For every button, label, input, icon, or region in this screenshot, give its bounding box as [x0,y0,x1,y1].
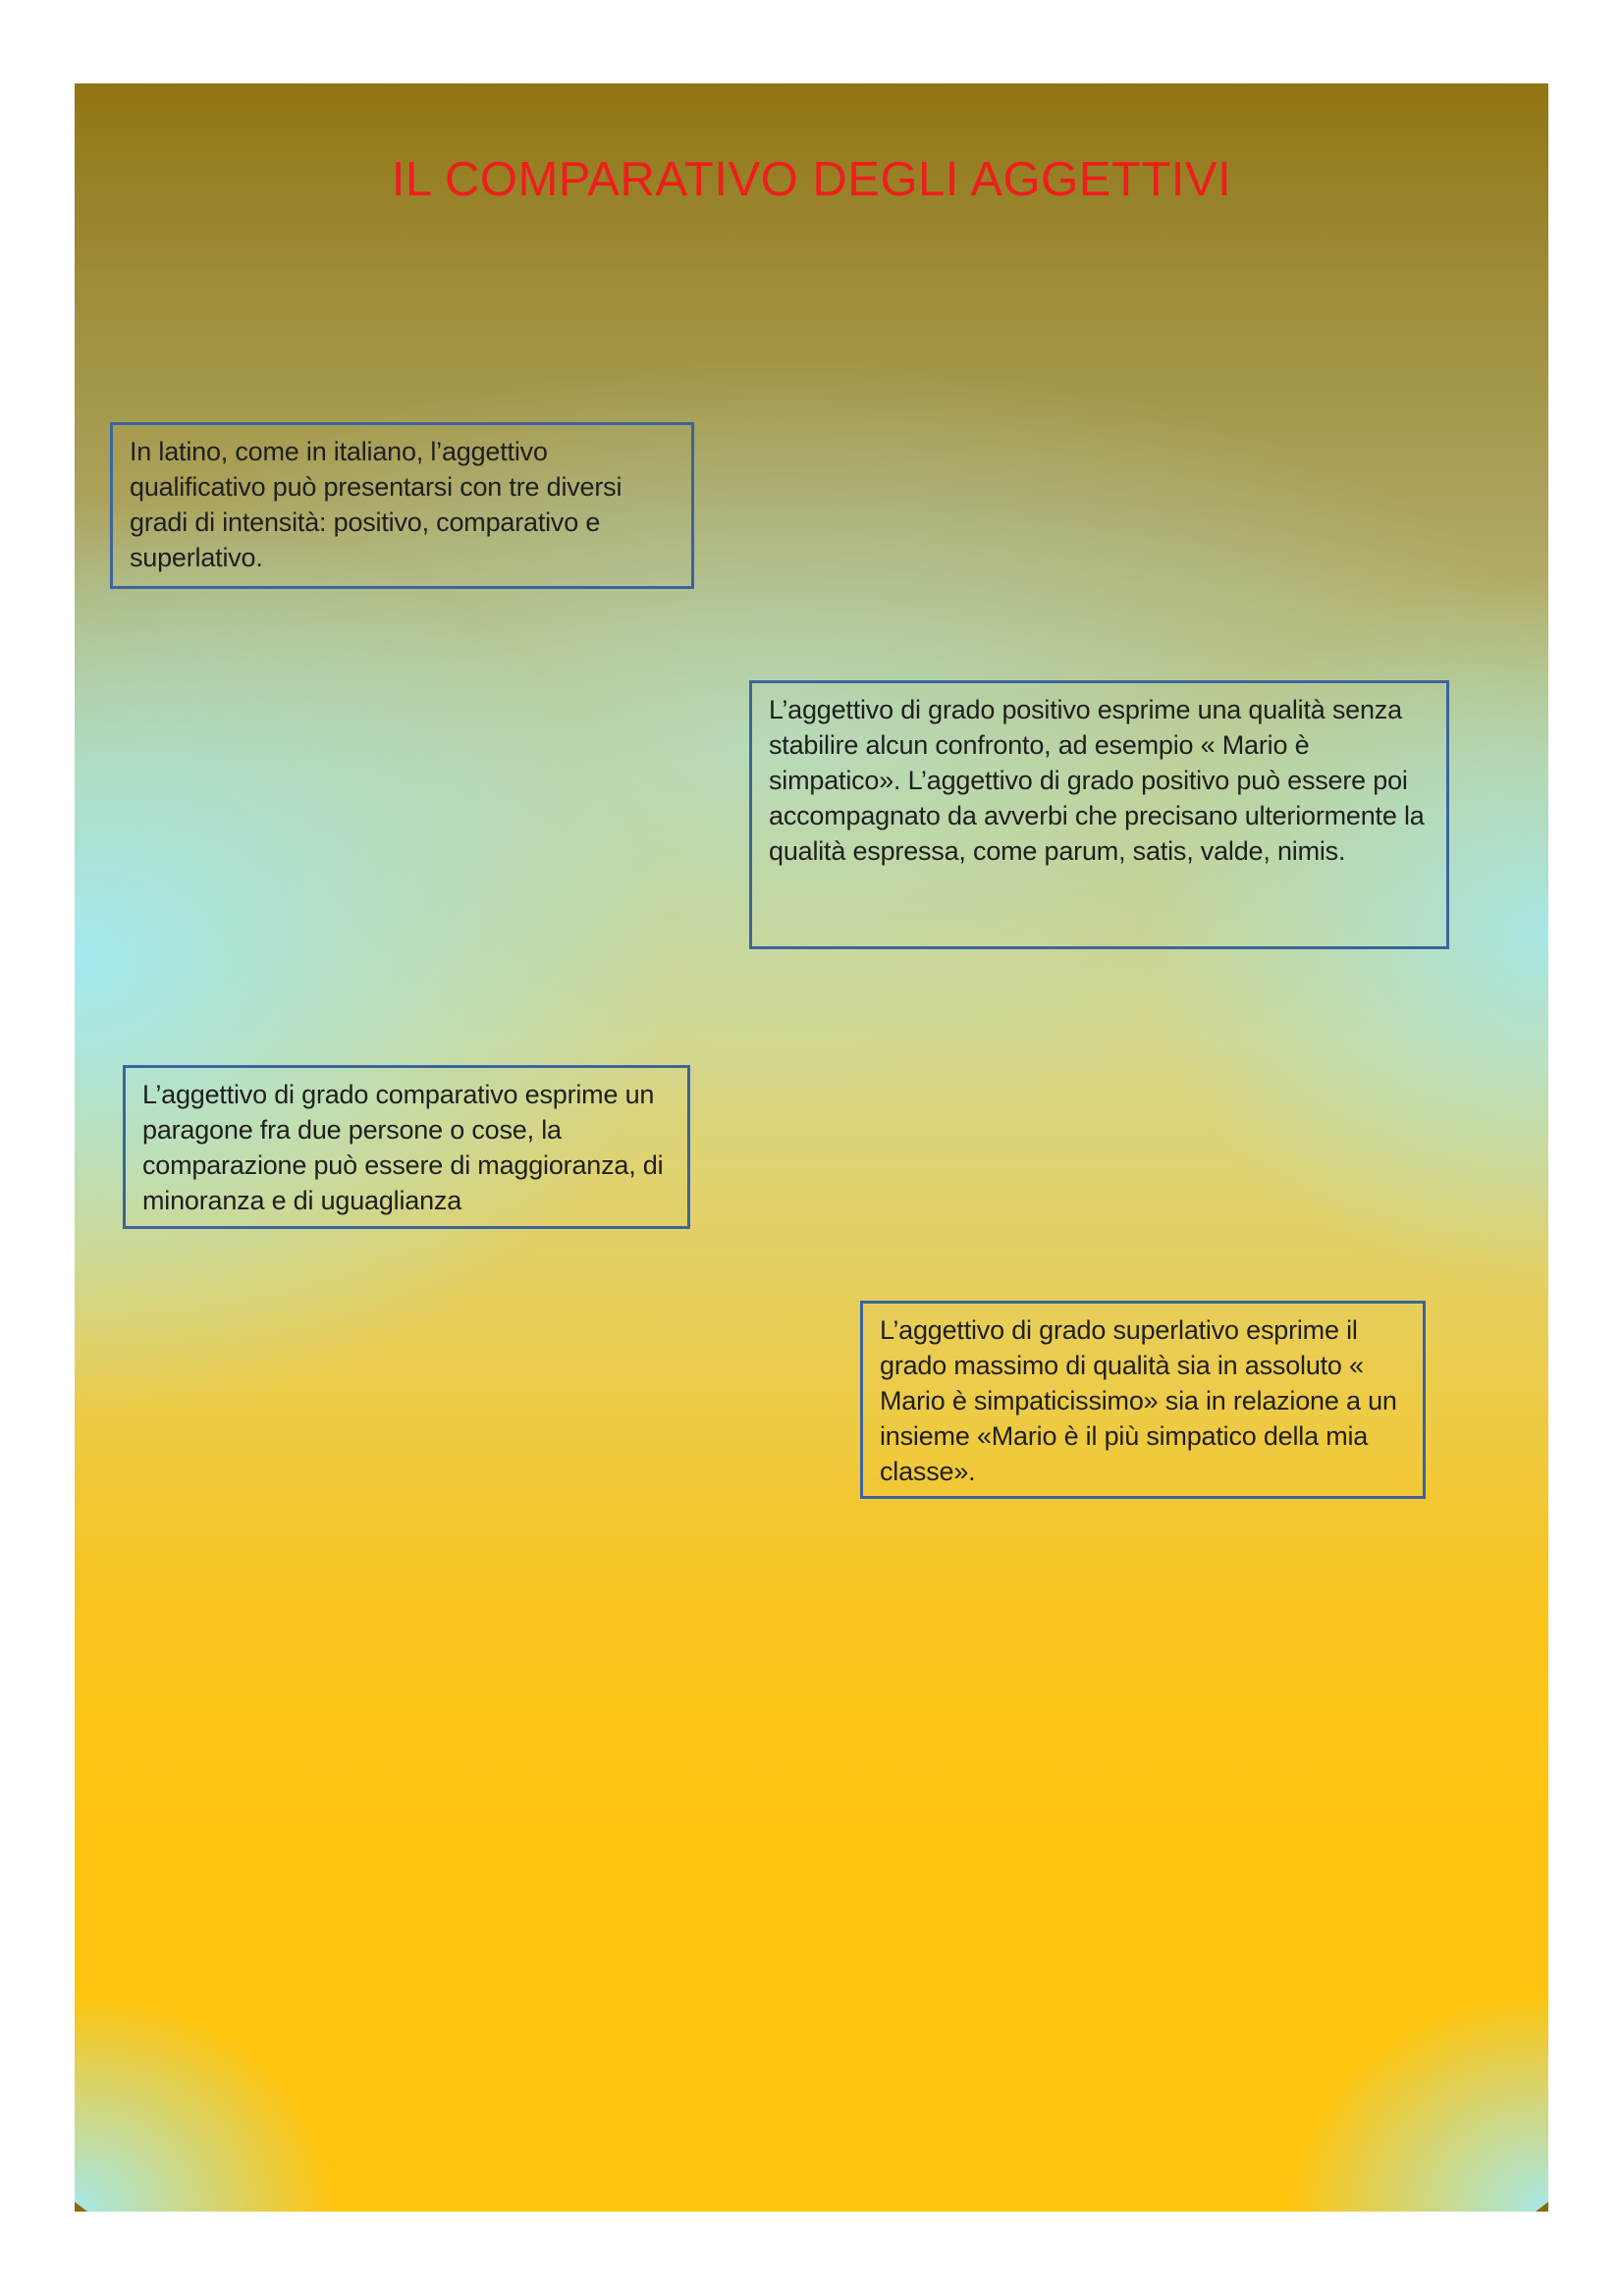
text-box-grado-positivo-text: L’aggettivo di grado positivo esprime una qualità senza stabilire alcun confronto, ad esempio « Mario è simpatico». L’aggettivo di grado positivo può essere poi accompagnato da avverbi che precisano ulteriormente la qualità espressa, come parum, satis, valde, nimis. [769,695,1425,866]
slide-canvas [75,83,1548,2212]
text-box-grado-comparativo-text: L’aggettivo di grado comparativo esprime un paragone fra due persone o cose, la comparazione può essere di maggioranza, di minoranza e di uguaglianza [142,1080,664,1215]
text-box-grado-positivo [749,680,1449,949]
slide-title: IL COMPARATIVO DEGLI AGGETTIVI [391,153,1232,206]
text-box-grado-comparativo [123,1065,690,1229]
text-box-grado-superlativo [860,1301,1426,1499]
page-curl-bottom-right-icon [1536,2202,1548,2212]
text-box-grado-superlativo-text: L’aggettivo di grado superlativo esprime il grado massimo di qualità sia in assoluto « Mario è simpaticissimo» sia in relazione a un insieme «Mario è il più simpatico della mia classe». [880,1315,1397,1486]
text-box-intro [110,422,694,589]
page-curl-bottom-left-icon [75,2202,87,2212]
text-box-intro-text: In latino, come in italiano, l’aggettivo qualificativo può presentarsi con tre diversi gradi di intensità: positivo, comparativo e superlativo. [130,437,622,572]
